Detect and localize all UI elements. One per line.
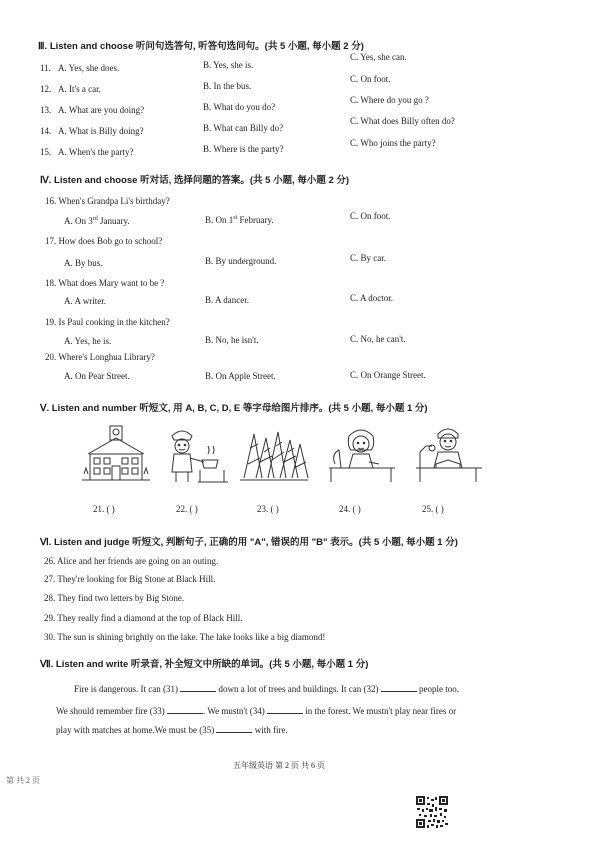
blank-34[interactable] (267, 705, 303, 714)
cloze-line-1: Fire is dangerous. It can (31) down a lot of trees and buildings. It can (32) people too. (74, 684, 459, 694)
question-17-option-b: B. By underground. (205, 256, 277, 266)
cloze-line-2: We should remember fire (33) . We mustn't (34) in the forest. We mustn't play near fires or (56, 706, 457, 716)
blank-35[interactable] (216, 724, 252, 733)
question-11-option-c: C. Yes, she can. (350, 52, 407, 62)
label-25: 25. ( ) (422, 504, 444, 514)
question-16-text: 16. When's Grandpa Li's birthday? (45, 196, 170, 206)
question-11-option-b: B. Yes, she is. (203, 60, 254, 70)
label-21: 21. ( ) (93, 504, 115, 514)
question-16-option-a: A. On 3rd January. (64, 216, 130, 226)
statement-29: 29. They really find a diamond at the top of Black Hill. (44, 613, 243, 623)
picture-girl-at-table (325, 424, 397, 486)
picture-forest (238, 424, 310, 486)
question-12-number: 12. (40, 84, 52, 94)
section4-header: Ⅳ. Listen and choose 听对话, 选择问题的答案。(共 5 小题, 每小题 2 分) (40, 175, 350, 186)
question-20-option-c: C. On Orange Street. (350, 370, 426, 380)
page-footer: 五年级英语 第 2 页 共 6 页 (233, 761, 325, 770)
section7-header: Ⅶ. Listen and write 听录音, 补全短文中所缺的单词。(共 5 小题, 每小题 1 分) (40, 659, 369, 670)
page-corner-mark: 第 共 2 页 (6, 776, 40, 785)
question-18-text: 18. What does Mary want to be ? (45, 278, 165, 288)
question-12-option-c: C. On foot. (350, 74, 391, 84)
question-15-option-a: A. When's the party? (58, 147, 134, 157)
statement-27: 27. They're looking for Big Stone at Black Hill. (44, 574, 216, 584)
question-19-option-b: B. No, he isn't. (205, 335, 259, 345)
question-13-number: 13. (40, 105, 52, 115)
section6-header: Ⅵ. Listen and judge 听短文, 判断句子, 正确的用 "A", 错误的用 "B" 表示。(共 5 小题, 每小题 1 分) (40, 537, 458, 548)
question-14-number: 14. (40, 126, 52, 136)
blank-32[interactable] (381, 683, 417, 692)
question-14-option-b: B. What can Billy do? (203, 123, 284, 133)
question-20-text: 20. Where's Longhua Library? (45, 352, 155, 362)
picture-boy-cooking (158, 424, 230, 486)
question-12-option-a: A. It's a car. (58, 84, 101, 94)
question-14-option-c: C. What does Billy often do? (350, 116, 455, 126)
question-13-option-b: B. What do you do? (203, 102, 276, 112)
question-20-option-b: B. On Apple Street. (205, 371, 276, 381)
section3-header: Ⅲ. Listen and choose 听问句选答句, 听答句选问句。(共 5 小题, 每小题 2 分) (38, 41, 364, 52)
question-17-option-c: C. By car. (350, 253, 386, 263)
question-17-text: 17. How does Bob go to school? (45, 236, 163, 246)
question-19-text: 19. Is Paul cooking in the kitchen? (45, 317, 170, 327)
question-12-option-b: B. In the bus. (203, 81, 252, 91)
cloze-line-3: play with matches at home.We must be (35) with fire. (56, 725, 288, 735)
question-18-option-b: B. A dancer. (205, 295, 249, 305)
label-22: 22. ( ) (176, 504, 198, 514)
question-16-option-c: C. On foot. (350, 211, 391, 221)
question-11-option-a: A. Yes, she does. (58, 63, 120, 73)
question-11-number: 11. (40, 63, 51, 73)
question-13-option-c: C. Where do you go ? (350, 95, 429, 105)
question-18-option-c: C. A doctor. (350, 293, 394, 303)
label-24: 24. ( ) (339, 504, 361, 514)
question-20-option-a: A. On Pear Street. (64, 371, 130, 381)
question-19-option-a: A. Yes, he is. (64, 336, 112, 346)
picture-boy-reading (412, 424, 484, 486)
question-16-option-b: B. On 1st February. (205, 215, 274, 225)
section5-header: Ⅴ. Listen and number 听短文, 用 A, B, C, D, E 等字母给图片排序。(共 5 小题, 每小题 1 分) (40, 403, 428, 414)
question-15-option-c: C. Who joins the party? (350, 138, 436, 148)
picture-building (80, 424, 152, 486)
question-13-option-a: A. What are you doing? (58, 105, 145, 115)
blank-33[interactable] (167, 705, 203, 714)
question-15-option-b: B. Where is the party? (203, 144, 284, 154)
statement-30: 30. The sun is shining brightly on the lake. The lake looks like a big diamond! (44, 632, 326, 642)
label-23: 23. ( ) (257, 504, 279, 514)
blank-31[interactable] (180, 683, 216, 692)
question-15-number: 15. (40, 147, 52, 157)
statement-26: 26. Alice and her friends are going on an outing. (44, 556, 219, 566)
question-18-option-a: A. A writer. (64, 296, 106, 306)
qr-code-icon (415, 795, 449, 829)
question-14-option-a: A. What is Billy doing? (58, 126, 144, 136)
statement-28: 28. They find two letters by Big Stone. (44, 593, 185, 603)
question-17-option-a: A. By bus. (64, 258, 103, 268)
question-19-option-c: C. No, he can't. (350, 334, 406, 344)
